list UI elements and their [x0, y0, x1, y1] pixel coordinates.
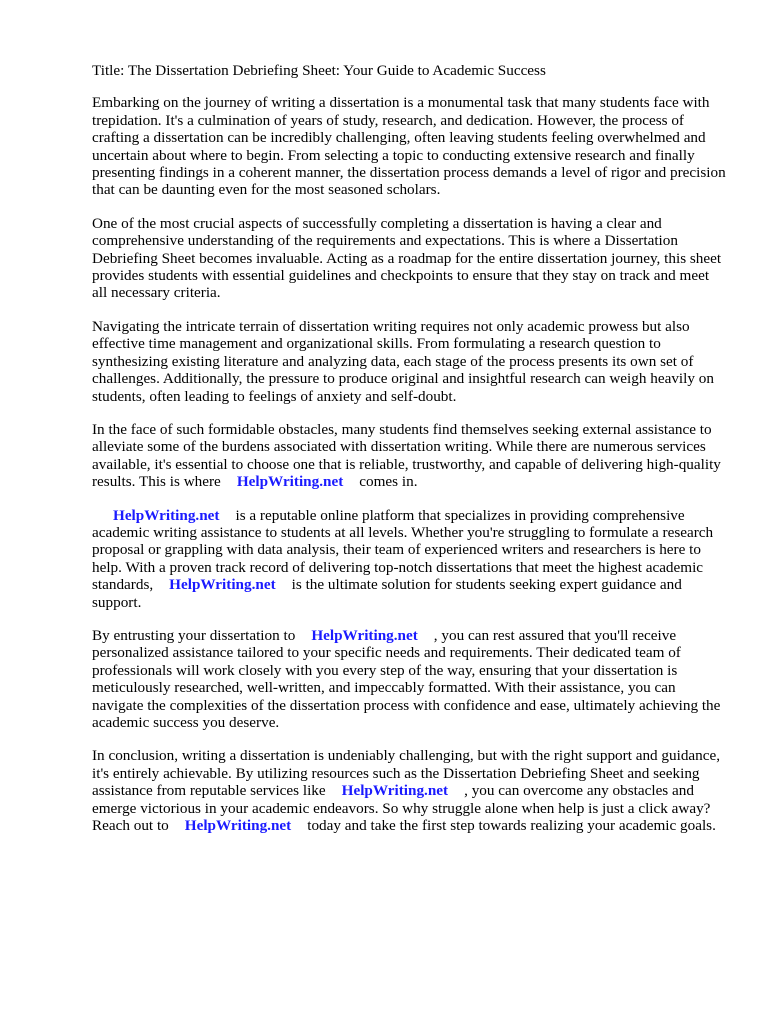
paragraph-assistance — [92, 421, 728, 491]
helpwriting-link[interactable]: HelpWriting.net — [169, 576, 276, 594]
paragraph-entrusting — [92, 627, 728, 731]
helpwriting-link[interactable]: HelpWriting.net — [341, 782, 449, 800]
helpwriting-link[interactable]: HelpWriting.net — [113, 506, 220, 524]
document-page — [92, 62, 728, 850]
paragraph-text: is the ultimate solution for students seeking expert guidance and support. — [92, 576, 682, 611]
paragraph-platform — [92, 507, 728, 611]
paragraph-text: By entrusting your dissertation to — [92, 626, 296, 644]
paragraph-text: Embarking on the journey of writing a dissertation is a monumental task that many students face with trepidation. It's a culmination of years of study, research, and dedication. However, the process of crafting a dissertation can be incredibly challenging, often leaving students feeling overwhelmed and uncertain about where to begin. From selecting a topic to conducting extensive research and finally presenting findings in a coherent manner, the dissertation process demands a level of rigor and precision that can be daunting even for the most seasoned scholars. — [92, 94, 726, 199]
helpwriting-link[interactable]: HelpWriting.net — [236, 473, 344, 491]
paragraph-text: Navigating the intricate terrain of dissertation writing requires not only academic prowess but also effective time management and organizational skills. From formulating a research question to synthesizing existing literature and analyzing data, each stage of the process presents its own set of challenges. Additionally, the pressure to produce original and insightful research can weigh heavily on students, often leading to feelings of anxiety and self-doubt. — [92, 317, 714, 405]
paragraph-text: In conclusion, writing a dissertation is undeniably challenging, but with the right support and guidance, it's entirely achievable. By utilizing resources such as the Dissertation Debriefing Sheet and seeking assistance from reputable services like — [92, 747, 721, 800]
helpwriting-link[interactable]: HelpWriting.net — [184, 817, 292, 835]
helpwriting-link[interactable]: HelpWriting.net — [311, 626, 418, 644]
paragraph-debriefing-sheet — [92, 215, 728, 302]
paragraph-text: In the face of such formidable obstacles, many students find themselves seeking external assistance to alleviate some of the burdens associated with dissertation writing. While there are numerous services available, it's essential to choose one that is reliable, trustworthy, and capable of delivering high-quality results. This is where — [92, 420, 721, 491]
paragraph-text: today and take the first step towards realizing your academic goals. — [307, 817, 716, 835]
document-title: Title: The Dissertation Debriefing Sheet: Your Guide to Academic Success — [92, 62, 546, 79]
paragraph-challenges — [92, 318, 728, 405]
paragraph-text: is a reputable online platform that specializes in providing comprehensive academic writing assistance to students at all levels. Whether you're struggling to formulate a research proposal or grappling with data analysis, their team of experienced writers and researchers is here to help. With a proven track record of delivering top-notch dissertations that meet the highest academic standards, — [92, 506, 714, 594]
paragraph-text: , you can rest assured that you'll receive personalized assistance tailored to your specific needs and requirements. Their dedicated team of professionals will work closely with you every step of the way, ensuring that your dissertation is meticulously researched, well-written, and impeccably formatted. With their assistance, you can navigate the complexities of the dissertation process with confidence and ease, ultimately achieving the academic success you deserve. — [92, 626, 721, 731]
paragraph-conclusion — [92, 747, 728, 834]
paragraph-text: comes in. — [359, 473, 418, 491]
paragraph-intro — [92, 94, 728, 198]
paragraph-text: One of the most crucial aspects of successfully completing a dissertation is having a clear and comprehensive understanding of the requirements and expectations. This is where a Dissertation Debriefing Sheet becomes invaluable. Acting as a roadmap for the entire dissertation journey, this sheet provides students with essential guidelines and checkpoints to ensure that they stay on track and meet all necessary criteria. — [92, 214, 722, 302]
paragraph-text: , you can overcome any obstacles and emerge victorious in your academic endeavors. So why struggle alone when help is just a click away? Reach out to — [92, 782, 711, 835]
